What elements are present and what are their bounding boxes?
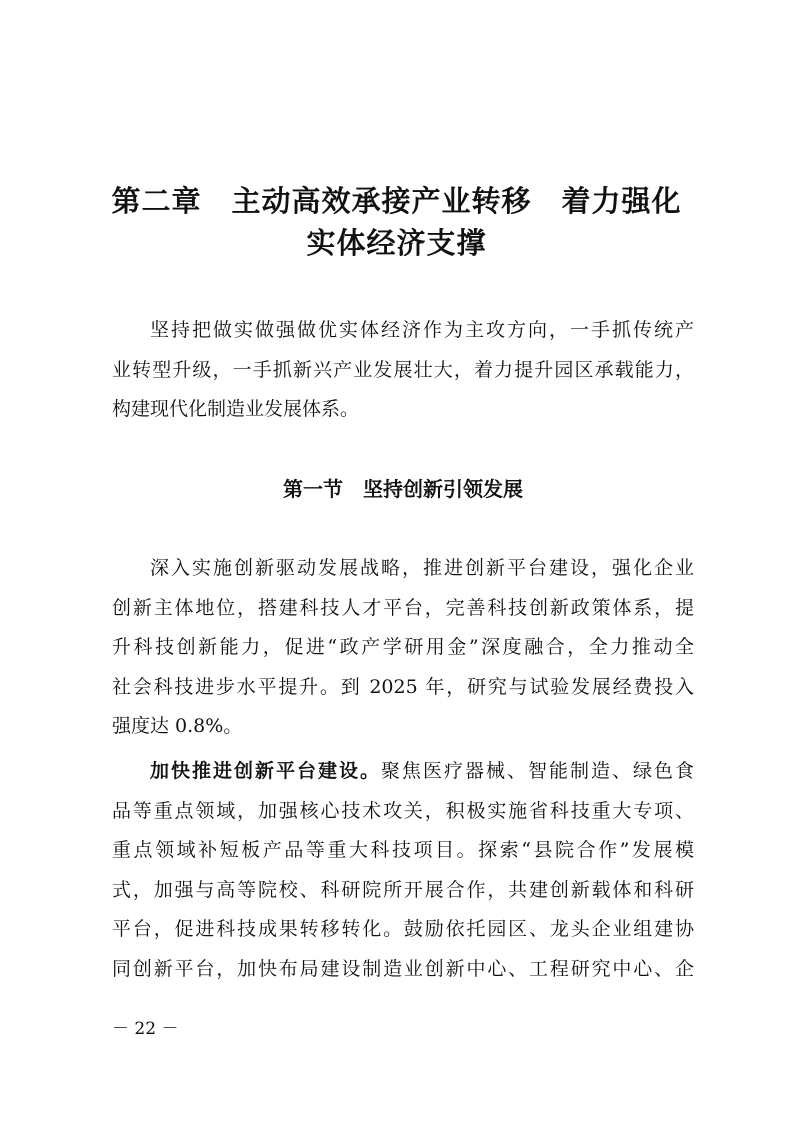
intro-line: 坚持把做实做强做优实体经济作为主攻方向，一手抓传统产 — [150, 319, 694, 341]
paragraph-line: 社会科技进步水平提升。到 2025 年，研究与试验发展经费投入 — [112, 675, 694, 698]
page-number: － 22 － — [112, 1019, 179, 1039]
intro-line: 构建现代化制造业发展体系。 — [112, 398, 360, 420]
paragraph-line: 深入实施创新驱动发展战略，推进创新平台建设，强化企业 — [150, 557, 694, 579]
paragraph-lead-heading: 加快推进创新平台建设。 — [150, 760, 381, 782]
paragraph-line: 式，加强与高等院校、科研院所开展合作，共建创新载体和科研 — [112, 878, 694, 901]
paragraph-first-line-rest: 聚焦医疗器械、智能制造、绿色食 — [381, 760, 694, 782]
paragraph-line: 平台，促进科技成果转移转化。鼓励依托园区、龙头企业组建协 — [112, 918, 694, 940]
paragraph-line: 品等重点领域，加强核心技术攻关，积极实施省科技重大专项、 — [112, 799, 694, 822]
paragraph-line: 强度达 0.8%。 — [112, 715, 243, 737]
body-paragraph-1 — [112, 549, 694, 747]
section-title: 第一节 坚持创新引领发展 — [283, 477, 523, 501]
paragraph-line: 重点领域补短板产品等重大科技项目。探索“县院合作”发展模 — [112, 839, 694, 861]
paragraph-first-line — [112, 752, 694, 792]
paragraph-line: 同创新平台，加快布局建设制造业创新中心、工程研究中心、企 — [112, 957, 694, 980]
intro-line: 业转型升级，一手抓新兴产业发展壮大，着力提升园区承载能力， — [112, 358, 694, 381]
chapter-title-line-1: 第二章 主动高效承接产业转移 着力强化 — [111, 184, 682, 218]
paragraph-line: 创新主体地位，搭建科技人才平台，完善科技创新政策体系，提 — [112, 596, 694, 619]
paragraph-line: 升科技创新能力，促进“政产学研用金”深度融合，全力推动全 — [112, 636, 694, 658]
chapter-title — [80, 180, 713, 264]
body-paragraph-2 — [112, 752, 694, 989]
chapter-title-line-2: 实体经济支撑 — [306, 226, 487, 260]
intro-paragraph — [112, 311, 694, 430]
